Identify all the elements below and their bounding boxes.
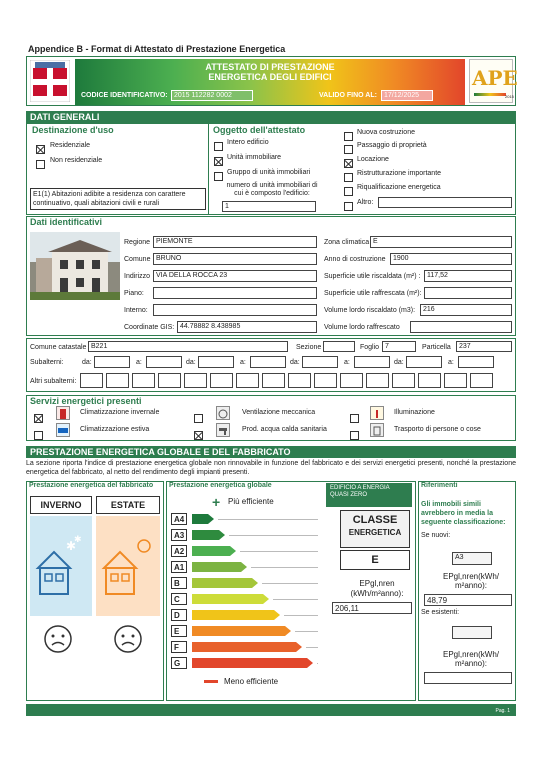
altro-subalterno-field[interactable] — [470, 373, 493, 388]
fan-icon — [216, 406, 230, 420]
codice-value: 2015 112282 0002 — [171, 90, 253, 101]
checkbox-riqualificazione[interactable] — [344, 187, 353, 196]
altro-subalterno-field[interactable] — [132, 373, 155, 388]
particella-field: 237 — [456, 341, 512, 352]
nzeb-label: EDIFICIO A ENERGIA QUASI ZERO — [326, 483, 412, 507]
ep-label: EPgl,nren (kWh/m²anno): — [350, 579, 404, 598]
da-label: da: — [394, 359, 404, 366]
building-photo — [30, 232, 120, 300]
subalterno-da-field[interactable] — [198, 356, 234, 368]
altro-subalterno-field[interactable] — [444, 373, 467, 388]
energy-class-label: C — [171, 593, 187, 605]
inverno-smiley-icon — [43, 624, 73, 654]
codice-label: CODICE IDENTIFICATIVO: — [81, 92, 168, 99]
a-label: a: — [448, 359, 454, 366]
energy-class-label: A3 — [171, 529, 187, 541]
estate-label: ESTATE — [96, 496, 160, 514]
valido-label: VALIDO FINO AL: — [319, 92, 377, 99]
energy-class-label: B — [171, 577, 187, 589]
gis-field: 44.78882 8.438985 — [177, 321, 317, 333]
altro-subalterno-field[interactable] — [288, 373, 311, 388]
altro-subalterno-field[interactable] — [340, 373, 363, 388]
checkbox-acqua-calda[interactable] — [194, 431, 203, 440]
altro-subalterno-field[interactable] — [80, 373, 103, 388]
estate-house-panel — [96, 516, 160, 616]
region-flag-icon — [30, 60, 70, 102]
subalterno-a-field[interactable] — [146, 356, 182, 368]
destinazione-title: Destinazione d'uso — [32, 125, 114, 135]
altro-subalterno-field[interactable] — [106, 373, 129, 388]
energy-class-guide — [295, 631, 318, 632]
altro-subalterno-field[interactable] — [158, 373, 181, 388]
volume-riscaldato-field: 216 — [420, 304, 512, 316]
header-frame — [26, 56, 516, 106]
da-label: da: — [186, 359, 196, 366]
estate-smiley-icon — [113, 624, 143, 654]
banner — [75, 59, 465, 105]
checkbox-altro[interactable] — [344, 202, 353, 211]
fabbricato-title: Prestazione energetica del fabbricato — [29, 482, 154, 489]
a-label: a: — [344, 359, 350, 366]
altro-subalterno-field[interactable] — [418, 373, 441, 388]
energy-class-guide — [317, 663, 318, 664]
prestazione-header: PRESTAZIONE ENERGETICA GLOBALE E DEL FABBRICATO — [26, 446, 516, 458]
elevator-icon — [370, 423, 384, 437]
subalterno-da-field[interactable] — [406, 356, 442, 368]
altro-subalterno-field[interactable] — [210, 373, 233, 388]
water-tap-icon — [216, 423, 230, 437]
zona-field: E — [370, 236, 512, 248]
energy-class-guide — [251, 567, 318, 568]
superficie-raffrescata-field — [424, 287, 512, 299]
ape-logo: APE 2015 — [469, 59, 513, 103]
subalterno-a-field[interactable] — [250, 356, 286, 368]
classe-energetica-value: E — [340, 550, 410, 570]
energy-class-label: A1 — [171, 561, 187, 573]
altro-subalterno-field[interactable] — [366, 373, 389, 388]
altro-subalterno-field[interactable] — [236, 373, 259, 388]
energy-class-bar-d — [192, 610, 280, 620]
numero-unita-value: 1 — [222, 201, 316, 212]
classificazione-field: E1(1) Abitazioni adibite a residenza con carattere continuativo, quali abitazioni civili e rurali — [30, 188, 206, 210]
interno-field — [153, 304, 317, 316]
da-label: da: — [82, 359, 92, 366]
energy-class-guide — [273, 599, 318, 600]
energy-class-bar-e — [192, 626, 291, 636]
inverno-house-panel — [30, 516, 92, 616]
energy-class-label: A2 — [171, 545, 187, 557]
energy-class-guide — [218, 519, 318, 520]
comune-field: BRUNO — [153, 253, 317, 265]
inverno-label: INVERNO — [30, 496, 92, 514]
air-conditioner-icon — [56, 423, 70, 437]
document-title: Appendice B - Format di Attestato di Prestazione Energetica — [28, 44, 286, 54]
superficie-riscaldata-field: 117,52 — [424, 270, 512, 282]
nuovi-ep-value: 48,79 — [424, 594, 512, 606]
energy-class-bar-a1 — [192, 562, 247, 572]
prestazione-description: La sezione riporta l'indice di prestazione energetica globale non rinnovabile in funzione del fabbricato e dei servizi energetici presenti, nonché la prestazione energetica del fabbricato, al netto del rendimento degli impianti presenti. — [26, 460, 516, 476]
energy-class-bar-c — [192, 594, 269, 604]
checkbox-gruppo-unita[interactable] — [214, 172, 223, 181]
energy-class-bar-a2 — [192, 546, 236, 556]
esistenti-ep-value — [424, 672, 512, 684]
riferimenti-description: Gli immobili simili avrebbero in media la seguente classificazione: — [421, 501, 506, 526]
altro-subalterno-field[interactable] — [314, 373, 337, 388]
checkbox-residenziale[interactable] — [36, 145, 45, 154]
foglio-field: 7 — [382, 341, 416, 352]
energy-class-bar-f — [192, 642, 302, 652]
checkbox-intero-edificio[interactable] — [214, 142, 223, 151]
ep-value: 206,11 — [332, 602, 412, 614]
checkbox-unita-immobiliare[interactable] — [214, 157, 223, 166]
altro-field[interactable] — [378, 197, 512, 208]
a-label: a: — [136, 359, 142, 366]
banner-title-2: ENERGETICA DEGLI EDIFICI — [208, 72, 332, 82]
energy-class-label: D — [171, 609, 187, 621]
footer-bar — [26, 708, 516, 716]
energy-class-guide — [240, 551, 318, 552]
energy-class-label: F — [171, 641, 187, 653]
banner-title-1: ATTESTATO DI PRESTAZIONE — [205, 62, 335, 72]
servizi-title: Servizi energetici presenti — [30, 396, 142, 406]
oggetto-title: Oggetto dell'attestato — [213, 125, 306, 135]
checkbox-nuova-costruzione[interactable] — [344, 132, 353, 141]
piano-field — [153, 287, 317, 299]
checkbox-clim-invernale[interactable] — [34, 414, 43, 423]
energy-class-guide — [306, 647, 318, 648]
subalterno-da-field[interactable] — [94, 356, 130, 368]
sezione-field — [323, 341, 355, 352]
da-label: da: — [290, 359, 300, 366]
plus-icon: + — [212, 494, 221, 510]
checkbox-ventilazione[interactable] — [194, 414, 203, 423]
dati-identificativi-title: Dati identificativi — [30, 217, 103, 227]
anno-field: 1900 — [390, 253, 512, 265]
svg-text:✱: ✱ — [66, 539, 77, 553]
energy-class-guide — [262, 583, 318, 584]
checkbox-illuminazione[interactable] — [350, 414, 359, 423]
page-number: Pag. 1 — [495, 708, 510, 714]
minus-icon — [204, 680, 218, 683]
checkbox-ristrutturazione[interactable] — [344, 173, 353, 182]
subalterno-a-field[interactable] — [354, 356, 390, 368]
energy-class-label: G — [171, 657, 187, 669]
checkbox-locazione[interactable] — [344, 159, 353, 168]
light-bulb-icon — [370, 406, 384, 420]
esistenti-classe — [452, 626, 492, 639]
subalterno-da-field[interactable] — [302, 356, 338, 368]
svg-text:✱: ✱ — [74, 534, 82, 544]
valido-value: 17/12/2025 — [381, 90, 433, 101]
comune-catastale-field: B221 — [88, 341, 288, 352]
checkbox-trasporto[interactable] — [350, 431, 359, 440]
checkbox-passaggio-proprieta[interactable] — [344, 145, 353, 154]
energy-class-guide — [284, 615, 318, 616]
subalterno-a-field[interactable] — [458, 356, 494, 368]
nuovi-classe: A3 — [452, 552, 492, 565]
dati-generali-header: DATI GENERALI — [26, 111, 516, 123]
altro-subalterno-field[interactable] — [262, 373, 285, 388]
energy-class-label: A4 — [171, 513, 187, 525]
energy-class-bar-a3 — [192, 530, 225, 540]
classe-energetica-box: CLASSE ENERGETICA — [340, 510, 410, 548]
globale-title: Prestazione energetica globale — [169, 482, 272, 489]
altro-subalterno-field[interactable] — [184, 373, 207, 388]
numero-unita-label: numero di unità immobiliari di cui è composto l'edificio: — [226, 182, 318, 197]
riferimenti-title: Riferimenti — [421, 482, 458, 489]
checkbox-clim-estiva[interactable] — [34, 431, 43, 440]
volume-raffrescato-field — [410, 321, 512, 333]
a-label: a: — [240, 359, 246, 366]
regione-field: PIEMONTE — [153, 236, 317, 248]
energy-class-label: E — [171, 625, 187, 637]
energy-class-guide — [229, 535, 318, 536]
checkbox-non-residenziale[interactable] — [36, 160, 45, 169]
energy-class-bar-g — [192, 658, 313, 668]
indirizzo-field: VIA DELLA ROCCA 23 — [153, 270, 317, 282]
energy-class-bar-b — [192, 578, 258, 588]
altro-subalterno-field[interactable] — [392, 373, 415, 388]
radiator-icon — [56, 406, 70, 420]
